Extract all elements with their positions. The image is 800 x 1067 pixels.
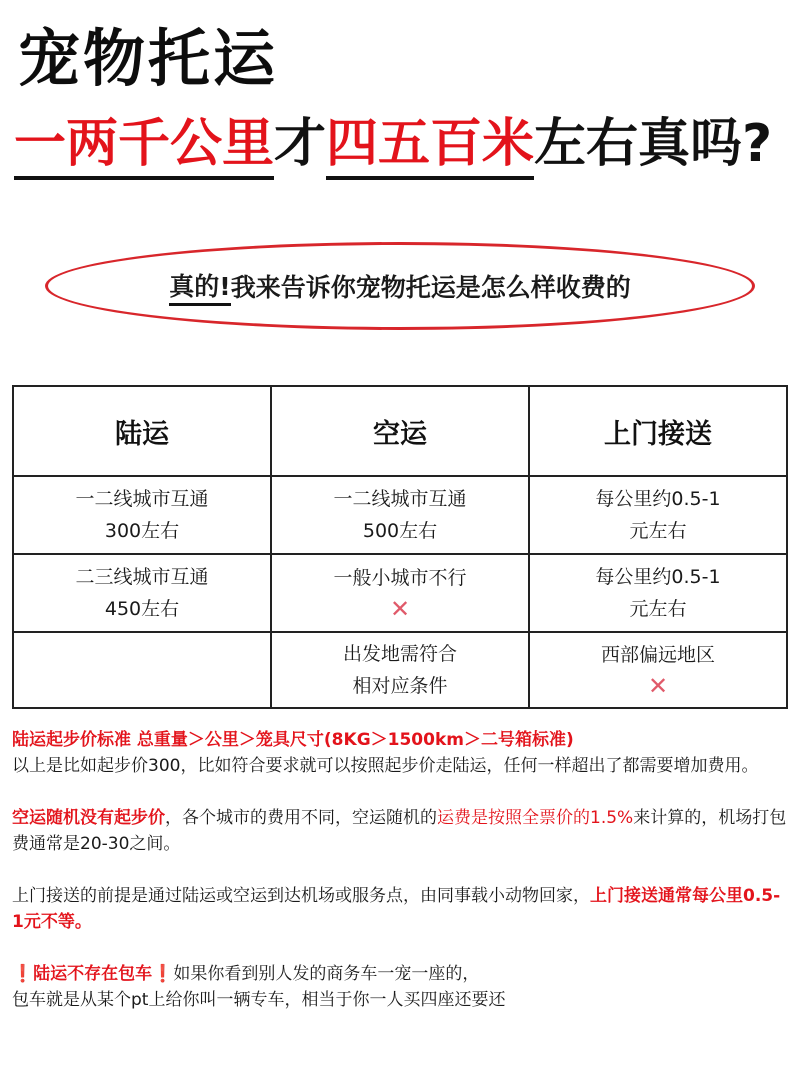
note-text: 如果你看到别人发的商务车一宠一座的， — [173, 964, 480, 984]
header-land: 陆运 — [13, 386, 271, 476]
note-charter — [12, 961, 788, 1013]
note-highlight: 运费是按照全票价的1.5% — [437, 808, 634, 828]
cell-line: 元左右 — [629, 598, 687, 620]
cell-line: 300左右 — [104, 520, 180, 542]
cell-line: 元左右 — [629, 520, 687, 542]
note-land-pricing — [12, 727, 788, 779]
note-heading: 陆运起步价标准 总重量＞公里＞笼具尺寸(8KG＞1500km＞二号箱标准) — [12, 730, 574, 750]
table-cell — [529, 476, 787, 554]
cell-line: 一二线城市互通 — [333, 488, 467, 510]
subtitle-highlight-price: 四五百米 — [326, 118, 534, 180]
table-cell — [13, 476, 271, 554]
note-text: 来计算的，机场打包费通常是20-30之间。 — [12, 808, 787, 854]
price-table — [12, 385, 788, 709]
page-title: 宠物托运 — [18, 22, 279, 95]
table-cell — [271, 554, 529, 632]
notes-section — [12, 727, 788, 1013]
table-cell — [271, 476, 529, 554]
cross-icon: ✕ — [389, 595, 411, 623]
note-highlight: 上门接送通常每公里0.5-1元不等。 — [12, 886, 781, 932]
table-cell — [13, 554, 271, 632]
subtitle-question: 左右真吗? — [534, 114, 773, 174]
table-cell-empty — [13, 632, 271, 708]
table-row — [13, 476, 787, 554]
cell-line: 一二线城市互通 — [75, 488, 209, 510]
cell-line: 每公里约0.5-1 — [595, 488, 721, 510]
table-cell — [271, 632, 529, 708]
table-row — [13, 632, 787, 708]
table-row — [13, 554, 787, 632]
cell-line: 一般小城市不行 — [333, 567, 467, 589]
cell-line: 西部偏远地区 — [600, 644, 715, 666]
cell-line: 500左右 — [362, 520, 438, 542]
note-text: 以上是比如起步价300，比如符合要求就可以按照起步价走陆运，任何一样超出了都需要增加费用。 — [12, 756, 759, 776]
table-cell — [529, 632, 787, 708]
note-text: 上门接送的前提是通过陆运或空运到达机场或服务点，由同事载小动物回家， — [12, 886, 590, 906]
subtitle — [14, 114, 773, 180]
cell-line: 出发地需符合 — [342, 643, 457, 665]
cell-line: 相对应条件 — [352, 675, 448, 697]
cell-line: 二三线城市互通 — [75, 566, 209, 588]
note-heading: 空运随机没有起步价 — [12, 808, 165, 828]
banner-text: 我来告诉你宠物托运是怎么样收费的 — [230, 273, 631, 302]
banner-oval — [45, 242, 755, 330]
subtitle-highlight-distance: 一两千公里 — [14, 118, 274, 180]
note-door-pricing — [12, 883, 788, 935]
cross-icon: ✕ — [647, 672, 669, 700]
note-heading: ❗陆运不存在包车❗ — [12, 964, 174, 984]
note-text: 包车就是从某个pt上给你叫一辆专车，相当于你一人买四座还要还 — [12, 990, 506, 1010]
table-cell — [529, 554, 787, 632]
cell-line: 每公里约0.5-1 — [595, 566, 721, 588]
note-air-pricing — [12, 805, 788, 857]
subtitle-connector: 才 — [274, 114, 327, 174]
header-air: 空运 — [271, 386, 529, 476]
cell-line: 450左右 — [104, 598, 180, 620]
note-text: ，各个城市的费用不同，空运随机的 — [165, 808, 437, 828]
banner-underlined: 真的! — [169, 267, 230, 306]
header-door: 上门接送 — [529, 386, 787, 476]
table-header-row — [13, 386, 787, 476]
